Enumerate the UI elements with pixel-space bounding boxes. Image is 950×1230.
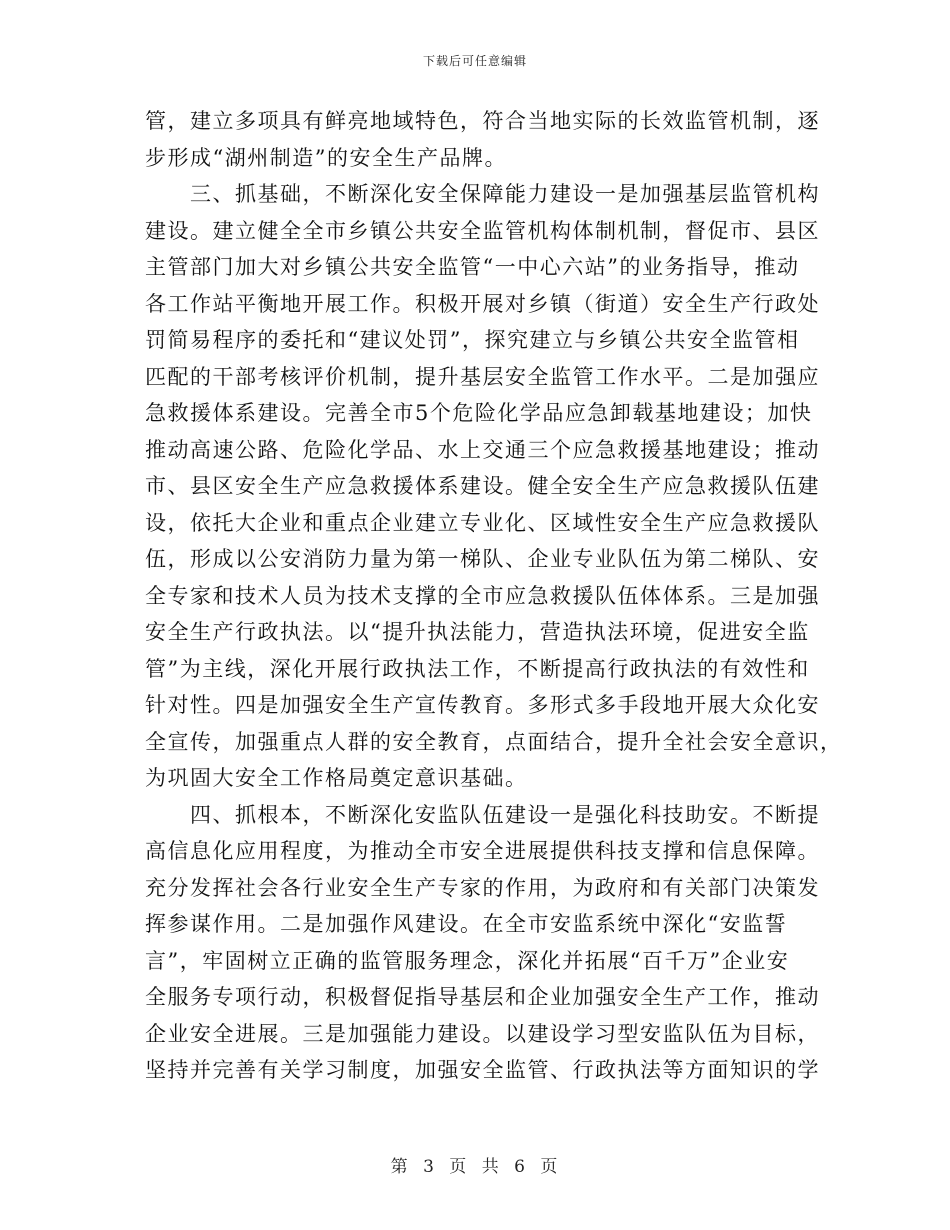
text-line: 三、抓基础，不断深化安全保障能力建设一是加强基层监管机构 (145, 182, 820, 206)
text-line: 各工作站平衡地开展工作。积极开展对乡镇（街道）安全生产行政处 (145, 291, 820, 316)
text-line: 为巩固大安全工作格局奠定意识基础。 (145, 766, 528, 790)
text-line: 管”为主线，深化开展行政执法工作，不断提高行政执法的有效性和 (145, 656, 810, 681)
text-line: 急救援体系建设。完善全市5个危险化学品应急卸载基地建设；加快 (145, 401, 813, 425)
text-line: 坚持并完善有关学习制度，加强安全监管、行政执法等方面知识的学 (145, 1058, 820, 1082)
page-header: 下载后可任意编辑 (422, 54, 527, 68)
text-line: 匹配的干部考核评价机制，提升基层安全监管工作水平。二是加强应 (145, 364, 820, 389)
text-line: 全服务专项行动，积极督促指导基层和企业加强安全生产工作，推动 (145, 985, 820, 1009)
text-line: 全专家和技术人员为技术支撑的全市应急救援队伍体体系。三是加强 (145, 583, 820, 608)
text-line: 罚简易程序的委托和“建议处罚”，探究建立与乡镇公共安全监管相 (145, 328, 800, 352)
text-line: 市、县区安全生产应急救援体系建设。健全安全生产应急救援队伍建 (145, 474, 820, 498)
text-line: 充分发挥社会各行业安全生产专家的作用，为政府和有关部门决策发 (145, 875, 820, 900)
text-line: 企业安全进展。三是加强能力建设。以建设学习型安监队伍为目标， (145, 1021, 820, 1046)
text-line: 言”，牢固树立正确的监管服务理念，深化并拓展“百千万”企业安 (145, 948, 790, 973)
document-body (145, 103, 843, 1089)
text-line: 挥参谋作用。二是加强作风建设。在全市安监系统中深化“安监誓 (145, 912, 788, 936)
text-line: 主管部门加大对乡镇公共安全监管“一中心六站”的业务指导，推动 (145, 255, 800, 279)
text-line: 高信息化应用程度，为推动全市安全进展提供科技支撑和信息保障。 (145, 839, 820, 863)
text-line: 步形成“湖州制造”的安全生产品牌。 (145, 145, 507, 170)
text-line: 安全生产行政执法。以“提升执法能力，营造执法环境，促进安全监 (145, 620, 810, 644)
text-line: 四、抓根本，不断深化安监队伍建设一是强化科技助安。不断提 (145, 802, 820, 827)
text-line: 建设。建立健全全市乡镇公共安全监管机构体制机制，督促市、县区 (145, 218, 820, 243)
text-line: 伍，形成以公安消防力量为第一梯队、企业专业队伍为第二梯队、安 (145, 547, 820, 571)
text-line: 管，建立多项具有鲜亮地域特色，符合当地实际的长效监管机制，逐 (145, 109, 820, 133)
text-line: 推动高速公路、危险化学品、水上交通三个应急救援基地建设；推动 (145, 437, 820, 462)
text-line: 设，依托大企业和重点企业建立专业化、区域性安全生产应急救援队 (145, 510, 820, 535)
text-line: 针对性。四是加强安全生产宣传教育。多形式多手段地开展大众化安 (145, 693, 820, 717)
text-line: 全宣传，加强重点人群的安全教育，点面结合，提升全社会安全意识， (145, 729, 843, 754)
page-number-footer: 第 3 页 共 6 页 (390, 1157, 560, 1177)
